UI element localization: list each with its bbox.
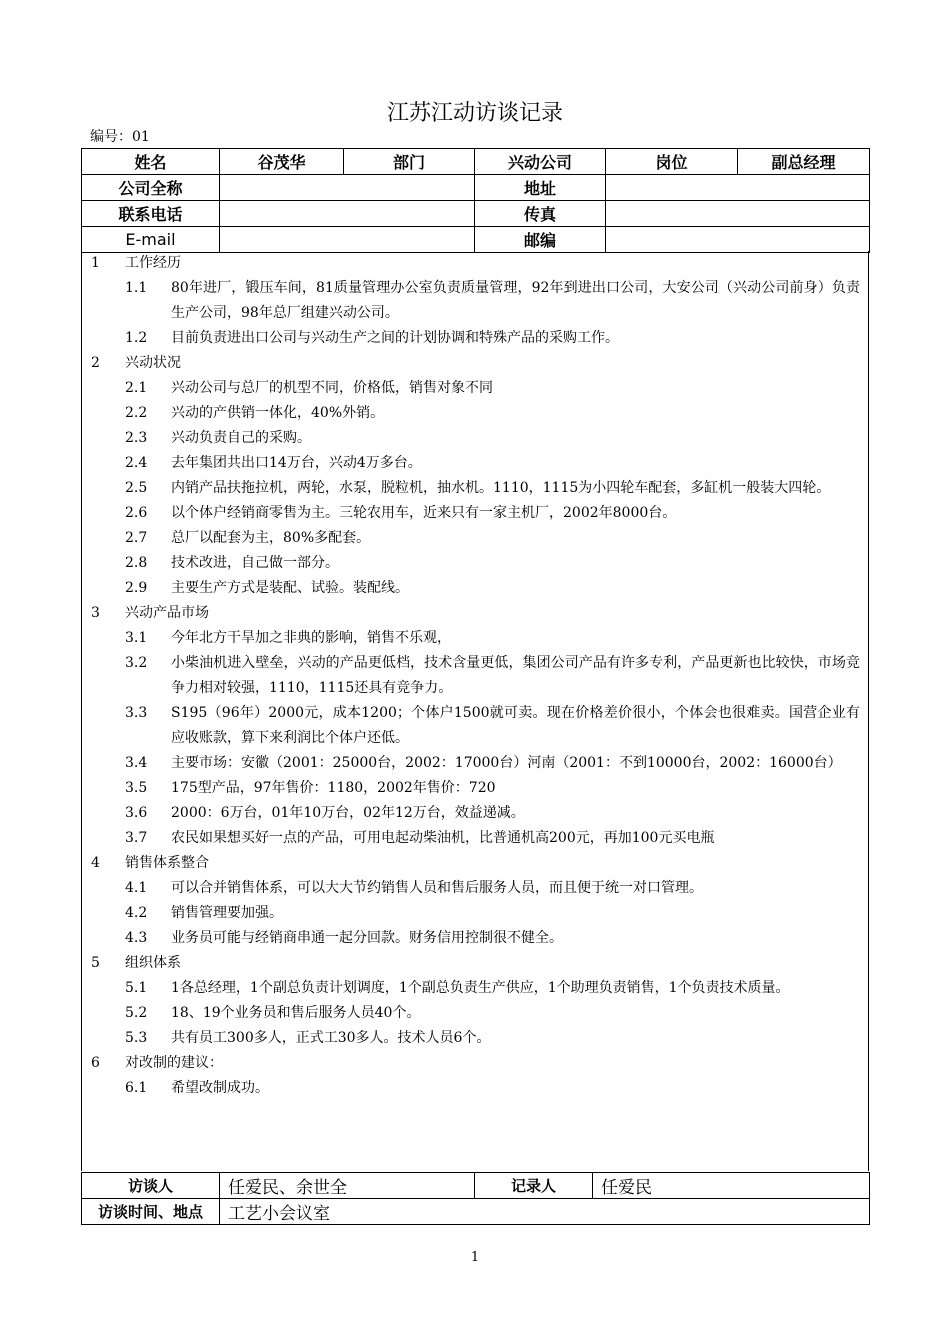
section-title: 兴动产品市场 bbox=[125, 605, 209, 621]
footer-row-time-place bbox=[82, 1199, 870, 1225]
item-text: 目前负责进出口公司与兴动生产之间的计划协调和特殊产品的采购工作。 bbox=[171, 330, 619, 346]
dept-label: 部门 bbox=[344, 149, 475, 175]
phone-value bbox=[220, 201, 475, 227]
section-title: 兴动状况 bbox=[125, 355, 181, 371]
item-text: 以个体户经销商零售为主。三轮农用车，近来只有一家主机厂，2002年8000台。 bbox=[171, 505, 677, 521]
item-text: 可以合并销售体系，可以大大节约销售人员和售后服务人员，而且便于统一对口管理。 bbox=[171, 880, 703, 896]
phone-label: 联系电话 bbox=[82, 201, 220, 227]
info-row-phone bbox=[82, 201, 870, 227]
fax-label: 传真 bbox=[475, 201, 606, 227]
item-number: 2.3 bbox=[125, 430, 148, 446]
item-text: 18、19个业务员和售后服务人员40个。 bbox=[171, 1005, 421, 1021]
item-text: 1各总经理，1个副总负责计划调度，1个副总负责生产供应，1个助理负责销售，1个负责技术质量。 bbox=[171, 980, 790, 996]
page-title: 江苏江动访谈记录 bbox=[386, 101, 563, 126]
item-text: 80年进厂，锻压车间，81质量管理办公室负责质量管理，92年到进出口公司，大安公司（兴动公司前身）负责生产公司，98年总厂组建兴动公司。 bbox=[171, 280, 860, 321]
address-label: 地址 bbox=[475, 175, 606, 201]
item-text: S195（96年）2000元，成本1200；个体户1500就可卖。现在价格差价很小，个体会也很难卖。国营企业有应收账款，算下来利润比个体户还低。 bbox=[171, 705, 860, 746]
fax-value bbox=[606, 201, 870, 227]
item-number: 6.1 bbox=[125, 1080, 148, 1096]
item-number: 4.2 bbox=[125, 905, 148, 921]
section-title: 组织体系 bbox=[125, 955, 181, 971]
section-number: 3 bbox=[91, 605, 100, 621]
item-text: 业务员可能与经销商串通一起分回款。财务信用控制很不健全。 bbox=[171, 930, 563, 946]
list-item bbox=[82, 876, 868, 901]
item-number: 2.9 bbox=[125, 580, 148, 596]
item-text: 销售管理要加强。 bbox=[171, 905, 283, 921]
item-number: 3.2 bbox=[125, 655, 148, 671]
dept-value: 兴动公司 bbox=[475, 149, 606, 175]
item-number: 2.7 bbox=[125, 530, 148, 546]
list-item bbox=[82, 576, 868, 601]
section-number: 6 bbox=[91, 1055, 100, 1071]
section-number: 2 bbox=[91, 355, 100, 371]
info-row-name bbox=[82, 149, 870, 175]
list-item bbox=[82, 276, 868, 326]
list-item bbox=[82, 1026, 868, 1051]
section-heading bbox=[82, 601, 868, 626]
list-item bbox=[82, 501, 868, 526]
info-row-company bbox=[82, 175, 870, 201]
item-text: 主要市场：安徽（2001：25000台，2002：17000台）河南（2001：不到10000台，2002：16000台） bbox=[171, 755, 842, 771]
item-text: 小柴油机进入壁垒，兴动的产品更低档，技术含量更低，集团公司产品有许多专利，产品更新也比较快，市场竞争力相对较强，1110，1115还具有竞争力。 bbox=[171, 655, 860, 696]
item-number: 2.8 bbox=[125, 555, 148, 571]
item-text: 希望改制成功。 bbox=[171, 1080, 269, 1096]
item-number: 1.1 bbox=[125, 280, 148, 296]
section-heading bbox=[82, 1051, 868, 1076]
list-item bbox=[82, 1076, 868, 1101]
name-value: 谷茂华 bbox=[220, 149, 344, 175]
item-number: 4.3 bbox=[125, 930, 148, 946]
list-item bbox=[82, 976, 868, 1001]
interview-content bbox=[82, 251, 868, 1101]
list-item bbox=[82, 901, 868, 926]
interviewer-value: 任爱民、余世全 bbox=[220, 1173, 475, 1199]
section-number: 4 bbox=[91, 855, 100, 871]
item-text: 共有员工300多人，正式工30多人。技术人员6个。 bbox=[171, 1030, 491, 1046]
list-item bbox=[82, 401, 868, 426]
email-label: E-mail bbox=[82, 227, 220, 253]
section-title: 工作经历 bbox=[125, 255, 181, 271]
interview-body bbox=[81, 251, 869, 1171]
item-text: 兴动的产供销一体化，40%外销。 bbox=[171, 405, 385, 421]
list-item bbox=[82, 826, 868, 851]
section-number: 5 bbox=[91, 955, 100, 971]
email-value bbox=[220, 227, 475, 253]
list-item bbox=[82, 426, 868, 451]
list-item bbox=[82, 451, 868, 476]
list-item bbox=[82, 551, 868, 576]
recorder-value: 任爱民 bbox=[593, 1173, 870, 1199]
section-heading bbox=[82, 251, 868, 276]
item-number: 3.5 bbox=[125, 780, 148, 796]
item-text: 内销产品扶拖拉机，两轮，水泵，脱粒机，抽水机。1110，1115为小四轮车配套，多缸机一般装大四轮。 bbox=[171, 480, 831, 496]
section-heading bbox=[82, 951, 868, 976]
section-title: 对改制的建议： bbox=[125, 1055, 223, 1071]
item-number: 4.1 bbox=[125, 880, 148, 896]
list-item bbox=[82, 626, 868, 651]
item-number: 3.6 bbox=[125, 805, 148, 821]
postcode-label: 邮编 bbox=[475, 227, 606, 253]
footer-table bbox=[81, 1172, 870, 1225]
list-item bbox=[82, 476, 868, 501]
item-number: 3.7 bbox=[125, 830, 148, 846]
item-number: 3.1 bbox=[125, 630, 148, 646]
list-item bbox=[82, 751, 868, 776]
item-text: 今年北方干旱加之非典的影响，销售不乐观， bbox=[171, 630, 451, 646]
item-text: 主要生产方式是装配、试验。装配线。 bbox=[171, 580, 409, 596]
page-number: 1 bbox=[470, 1250, 480, 1265]
info-row-email bbox=[82, 227, 870, 253]
section-title: 销售体系整合 bbox=[125, 855, 209, 871]
item-number: 5.2 bbox=[125, 1005, 148, 1021]
list-item bbox=[82, 801, 868, 826]
item-number: 5.3 bbox=[125, 1030, 148, 1046]
list-item bbox=[82, 526, 868, 551]
item-number: 2.6 bbox=[125, 505, 148, 521]
list-item bbox=[82, 701, 868, 751]
company-label: 公司全称 bbox=[82, 175, 220, 201]
time-place-value: 工艺小会议室 bbox=[220, 1199, 870, 1225]
postcode-value bbox=[606, 227, 870, 253]
item-number: 2.1 bbox=[125, 380, 148, 396]
item-text: 2000：6万台，01年10万台，02年12万台，效益递减。 bbox=[171, 805, 525, 821]
item-number: 1.2 bbox=[125, 330, 148, 346]
section-number: 1 bbox=[91, 255, 100, 271]
item-number: 2.5 bbox=[125, 480, 148, 496]
info-table bbox=[81, 148, 870, 253]
item-text: 去年集团共出口14万台，兴动4万多台。 bbox=[171, 455, 422, 471]
list-item bbox=[82, 326, 868, 351]
list-item bbox=[82, 926, 868, 951]
item-text: 兴动负责自己的采购。 bbox=[171, 430, 311, 446]
company-value bbox=[220, 175, 475, 201]
document-number: 编号：01 bbox=[90, 129, 150, 145]
item-text: 总厂以配套为主，80%多配套。 bbox=[171, 530, 371, 546]
time-place-label: 访谈时间、地点 bbox=[82, 1199, 220, 1225]
footer-row-interviewer bbox=[82, 1173, 870, 1199]
post-label: 岗位 bbox=[606, 149, 738, 175]
list-item bbox=[82, 376, 868, 401]
item-text: 兴动公司与总厂的机型不同，价格低，销售对象不同 bbox=[171, 380, 493, 396]
list-item bbox=[82, 651, 868, 701]
item-number: 3.4 bbox=[125, 755, 148, 771]
item-text: 技术改进，自己做一部分。 bbox=[171, 555, 339, 571]
item-number: 2.4 bbox=[125, 455, 148, 471]
section-heading bbox=[82, 351, 868, 376]
recorder-label: 记录人 bbox=[475, 1173, 593, 1199]
section-heading bbox=[82, 851, 868, 876]
item-text: 农民如果想买好一点的产品，可用电起动柴油机，比普通机高200元，再加100元买电瓶 bbox=[171, 830, 715, 846]
list-item bbox=[82, 1001, 868, 1026]
item-number: 5.1 bbox=[125, 980, 148, 996]
interviewer-label: 访谈人 bbox=[82, 1173, 220, 1199]
item-number: 2.2 bbox=[125, 405, 148, 421]
item-number: 3.3 bbox=[125, 705, 148, 721]
list-item bbox=[82, 776, 868, 801]
address-value bbox=[606, 175, 870, 201]
name-label: 姓名 bbox=[82, 149, 220, 175]
post-value: 副总经理 bbox=[738, 149, 870, 175]
item-text: 175型产品，97年售价：1180，2002年售价：720 bbox=[171, 780, 496, 796]
